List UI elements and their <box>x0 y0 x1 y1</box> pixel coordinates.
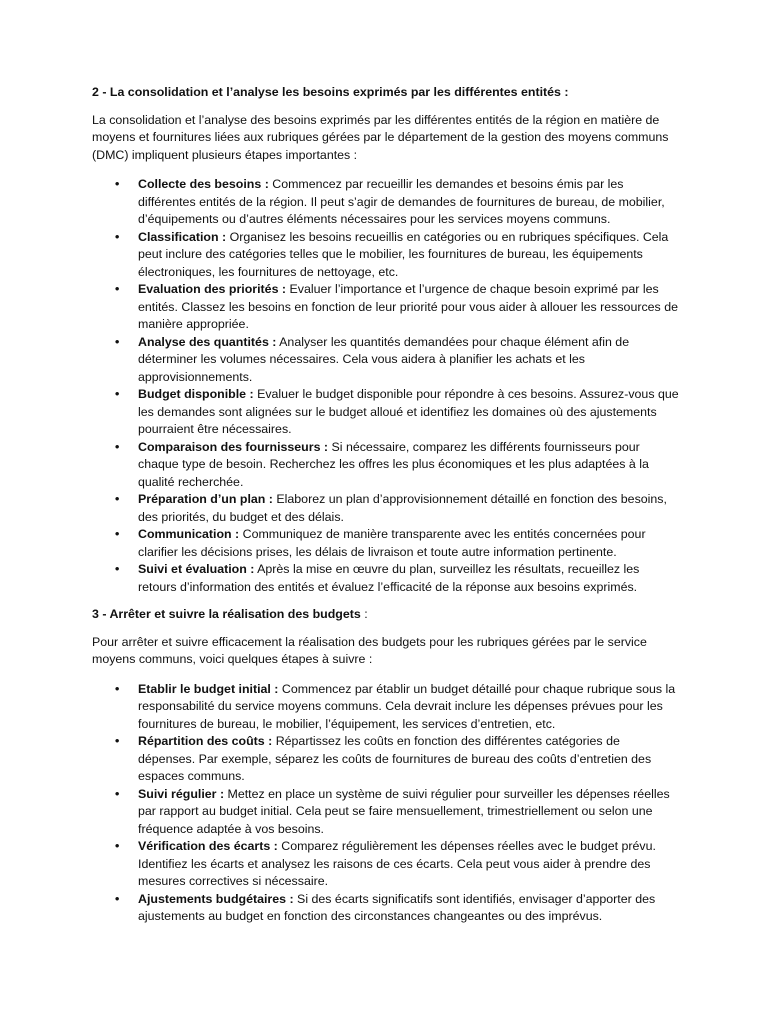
list-item <box>115 733 680 786</box>
list-item <box>115 281 680 334</box>
item-term: Analyse des quantités : <box>138 334 277 349</box>
item-text: Si nécessaire, comparez les différents fournisseurs pour chaque type de besoin. Recherchez les offres les plus économiques et les plus adaptées à la qualité recherchée. <box>138 439 649 489</box>
section-heading <box>92 606 680 624</box>
item-term: Classification : <box>138 229 227 244</box>
heading-text: 2 - La consolidation et l’analyse les besoins exprimés par les différentes entités : <box>92 85 569 99</box>
item-text: Répartissez les coûts en fonction des différentes catégories de dépenses. Par exemple, séparez les coûts de fournitures de bureau des coûts d’entretien des espaces communs. <box>138 734 652 783</box>
item-term: Collecte des besoins : <box>138 177 269 191</box>
bullet-icon: • <box>115 387 120 401</box>
bullet-list <box>92 681 680 926</box>
bullet-icon: • <box>115 334 120 349</box>
section-intro: Pour arrêter et suivre efficacement la réalisation des budgets pour les rubriques gérées par le service moyens communs, voici quelques étapes à suivre : <box>92 634 647 666</box>
item-term: Etablir le budget initial : <box>138 681 279 696</box>
list-item <box>115 561 680 596</box>
section-intro: La consolidation et l’analyse des besoins exprimés par les différentes entités de la région en matière de moyens et fournitures liées aux rubriques gérées par le département de la gestion des moyens communs (DMC) impliquent plusieurs étapes importantes : <box>92 112 669 162</box>
bullet-icon: • <box>115 734 120 748</box>
item-text: Commencez par établir un budget détaillé pour chaque rubrique sous la responsabilité du service moyens communs. Cela devrait inclure les dépenses prévues pour les fournitures de bureau, le mobilier, l’équipement, les services d’entretien, etc. <box>138 681 676 731</box>
item-text: Après la mise en œuvre du plan, surveillez les résultats, recueillez les retours d’information des entités et évaluez l’efficacité de la réponse aux besoins exprimés. <box>138 562 640 594</box>
item-term: Communication : <box>138 527 240 541</box>
item-term: Budget disponible : <box>138 387 254 401</box>
item-term: Suivi et évaluation : <box>138 562 255 576</box>
list-item <box>115 491 680 526</box>
bullet-icon: • <box>115 229 120 244</box>
list-item <box>115 229 680 282</box>
list-item <box>115 526 680 561</box>
bullet-list <box>92 176 680 596</box>
item-text: Analyser les quantités demandées pour chaque élément afin de déterminer les volumes nécessaires. Cela vous aidera à planifier les achats et les approvisionnements. <box>138 334 630 384</box>
bullet-icon: • <box>115 527 120 541</box>
list-item <box>115 439 680 492</box>
heading-suffix: : <box>360 607 368 621</box>
item-text: Comparez régulièrement les dépenses réelles avec le budget prévu. Identifiez les écarts et analysez les raisons de ces écarts. Cela peut vous aider à prendre des mesures correctives si nécessaire. <box>138 839 656 888</box>
item-term: Ajustements budgétaires : <box>138 891 294 906</box>
bullet-icon: • <box>115 492 120 506</box>
bullet-icon: • <box>115 562 120 576</box>
bullet-icon: • <box>115 177 120 191</box>
list-item <box>115 681 680 734</box>
item-text: Mettez en place un système de suivi régulier pour surveiller les dépenses réelles par rapport au budget initial. Cela peut se faire mensuellement, trimestriellement ou selon une fréquence adaptée à vos besoins. <box>138 786 670 836</box>
heading-text: 3 - Arrêter et suivre la réalisation des budgets <box>92 607 361 621</box>
item-text: Evaluer le budget disponible pour répondre à ces besoins. Assurez-vous que les demandes sont alignées sur le budget alloué et identifiez les domaines où des ajustements pourraient être nécessaires. <box>138 387 679 436</box>
item-text: Evaluer l’importance et l’urgence de chaque besoin exprimé par les entités. Classez les besoins en fonction de leur priorité pour vous aider à allouer les ressources de manière appropriée. <box>138 282 678 331</box>
item-text: Si des écarts significatifs sont identifiés, envisager d’apporter des ajustements au budget en fonction des circonstances changeantes ou des imprévus. <box>138 891 656 923</box>
item-term: Préparation d’un plan : <box>138 492 273 506</box>
bullet-icon: • <box>115 786 120 801</box>
list-item <box>115 838 680 891</box>
item-term: Suivi régulier : <box>138 786 225 801</box>
item-text: Organisez les besoins recueillis en catégories ou en rubriques spécifiques. Cela peut inclure des catégories telles que le mobilier, les fournitures de bureau, les équipements électroniques, les fournitures de nettoyage, etc. <box>138 229 669 279</box>
bullet-icon: • <box>115 681 120 696</box>
list-item <box>115 891 680 926</box>
bullet-icon: • <box>115 839 120 853</box>
section-budgets <box>92 606 680 926</box>
item-term: Evaluation des priorités : <box>138 282 287 296</box>
bullet-icon: • <box>115 891 120 906</box>
item-text: Communiquez de manière transparente avec les entités concernées pour clarifier les décisions prises, les délais de livraison et toute autre information pertinente. <box>138 527 646 559</box>
list-item <box>115 176 680 229</box>
bullet-icon: • <box>115 439 120 454</box>
item-text: Commencez par recueillir les demandes et besoins émis par les différentes entités de la région. Il peut s’agir de demandes de fournitures de bureau, de mobilier, d’équipements ou d’autres éléments nécessaires pour les services moyens communs. <box>138 177 665 226</box>
item-term: Comparaison des fournisseurs : <box>138 439 329 454</box>
section-heading <box>92 84 680 102</box>
list-item <box>115 334 680 387</box>
item-term: Répartition des coûts : <box>138 734 273 748</box>
bullet-icon: • <box>115 282 120 296</box>
list-item <box>115 386 680 439</box>
list-item <box>115 786 680 839</box>
item-term: Vérification des écarts : <box>138 839 278 853</box>
section-consolidation <box>92 84 680 596</box>
item-text: Elaborez un plan d’approvisionnement détaillé en fonction des besoins, des priorités, du budget et des délais. <box>138 492 667 524</box>
